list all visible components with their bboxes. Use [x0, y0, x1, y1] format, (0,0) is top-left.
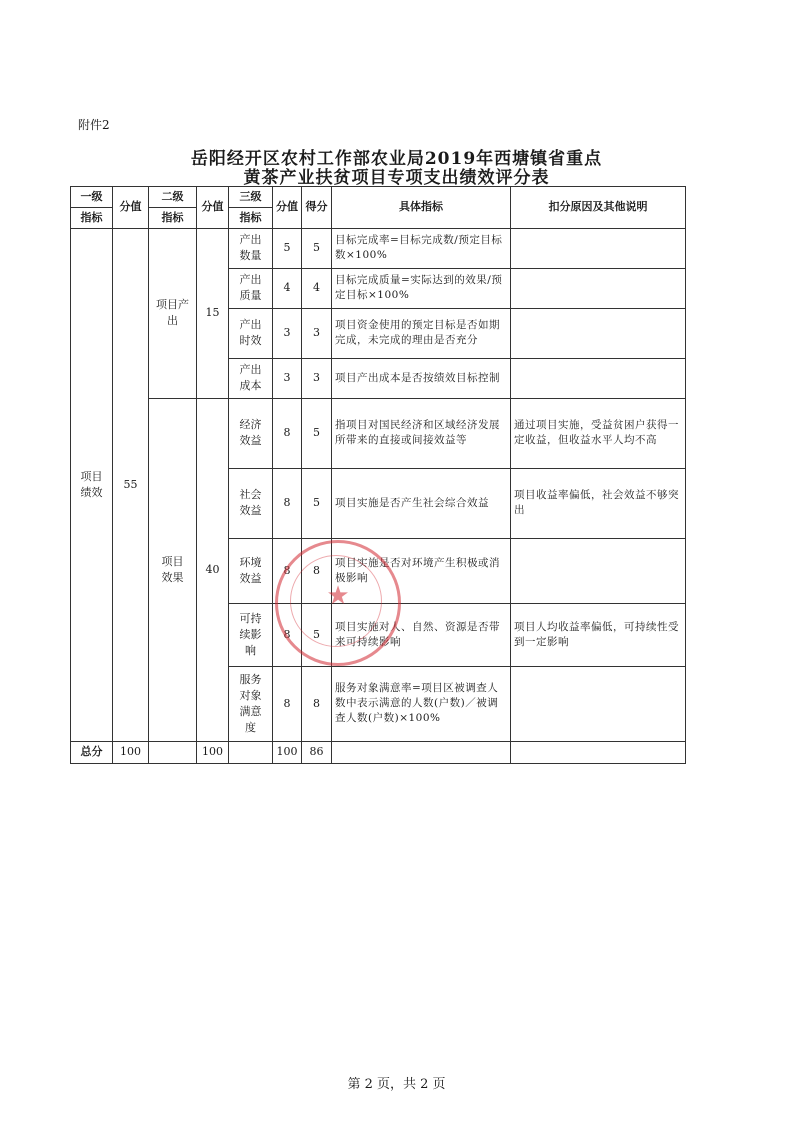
level3-score-cell: 3 — [273, 308, 302, 358]
total-label: 总分 — [71, 741, 113, 763]
earned-score-cell: 5 — [302, 603, 332, 666]
level3-score-cell: 8 — [273, 666, 302, 741]
level3-name-cell: 产出 时效 — [229, 308, 273, 358]
level3-score-cell: 8 — [273, 398, 302, 468]
seal-star-icon: ★ — [326, 581, 350, 611]
remark-cell — [511, 268, 686, 308]
header-level2-line1: 二级 — [149, 187, 197, 208]
header-row-1 — [71, 187, 686, 208]
header-level1-line1: 一级 — [71, 187, 113, 208]
header-indicator: 具体指标 — [332, 187, 511, 229]
total-score-3: 100 — [273, 741, 302, 763]
total-empty-cell — [149, 741, 197, 763]
table-row — [71, 398, 686, 468]
earned-score-cell: 8 — [302, 538, 332, 603]
earned-score-cell: 3 — [302, 308, 332, 358]
table-row — [71, 228, 686, 268]
total-earned: 86 — [302, 741, 332, 763]
level2-effect-name-cell: 项目 效果 — [149, 398, 197, 741]
header-score-2: 分值 — [197, 187, 229, 229]
level3-name-cell: 产出 质量 — [229, 268, 273, 308]
earned-score-cell: 4 — [302, 268, 332, 308]
indicator-desc-cell: 目标完成质量=实际达到的效果/预定目标×100% — [332, 268, 511, 308]
header-level3-line1: 三级 — [229, 187, 273, 208]
level3-name-cell: 产出 数量 — [229, 228, 273, 268]
earned-score-cell: 5 — [302, 468, 332, 538]
document-title-line1: 岳阳经开区农村工作部农业局2019年西塘镇省重点 — [190, 149, 603, 169]
indicator-desc-cell: 项目产出成本是否按绩效目标控制 — [332, 358, 511, 398]
level3-score-cell: 8 — [273, 538, 302, 603]
indicator-desc-cell: 项目资金使用的预定目标是否如期完成，未完成的理由是否充分 — [332, 308, 511, 358]
remark-cell — [511, 228, 686, 268]
header-level3-line2: 指标 — [229, 207, 273, 228]
performance-score-table — [70, 186, 686, 764]
header-level1-line2: 指标 — [71, 207, 113, 228]
level1-score-cell: 55 — [113, 228, 149, 741]
total-row — [71, 741, 686, 763]
total-empty-cell — [511, 741, 686, 763]
header-score-1: 分值 — [113, 187, 149, 229]
level3-score-cell: 4 — [273, 268, 302, 308]
remark-cell — [511, 538, 686, 603]
remark-cell: 项目人均收益率偏低，可持续性受到一定影响 — [511, 603, 686, 666]
earned-score-cell: 8 — [302, 666, 332, 741]
level1-name-cell: 项目 绩效 — [71, 228, 113, 741]
indicator-desc-cell: 服务对象满意率=项目区被调查人数中表示满意的人数(户数)／被调查人数(户数)×100% — [332, 666, 511, 741]
header-earned: 得分 — [302, 187, 332, 229]
level3-score-cell: 8 — [273, 468, 302, 538]
level2-output-score-cell: 15 — [197, 228, 229, 398]
earned-score-cell: 3 — [302, 358, 332, 398]
indicator-desc-cell: 项目实施是否对环境产生积极或消极影响 — [332, 538, 511, 603]
indicator-desc-cell: 项目实施对人、自然、资源是否带来可持续影响 — [332, 603, 511, 666]
level3-name-cell: 可持 续影 响 — [229, 603, 273, 666]
level2-effect-score-cell: 40 — [197, 398, 229, 741]
remark-cell: 项目收益率偏低，社会效益不够突出 — [511, 468, 686, 538]
level3-name-cell: 社会 效益 — [229, 468, 273, 538]
indicator-desc-cell: 指项目对国民经济和区域经济发展所带来的直接或间接效益等 — [332, 398, 511, 468]
header-level2-line2: 指标 — [149, 207, 197, 228]
level3-name-cell: 产出 成本 — [229, 358, 273, 398]
document-title-line2: 黄茶产业扶贫项目专项支出绩效评分表 — [243, 168, 550, 188]
level3-score-cell: 8 — [273, 603, 302, 666]
level3-name-cell: 经济 效益 — [229, 398, 273, 468]
total-score-2: 100 — [197, 741, 229, 763]
level3-name-cell: 服务 对象 满意 度 — [229, 666, 273, 741]
earned-score-cell: 5 — [302, 228, 332, 268]
remark-cell — [511, 358, 686, 398]
level2-output-name-cell: 项目产 出 — [149, 228, 197, 398]
remark-cell — [511, 308, 686, 358]
header-remarks: 扣分原因及其他说明 — [511, 187, 686, 229]
header-score-3: 分值 — [273, 187, 302, 229]
level3-score-cell: 5 — [273, 228, 302, 268]
level3-score-cell: 3 — [273, 358, 302, 398]
remark-cell: 通过项目实施，受益贫困户获得一定收益，但收益水平人均不高 — [511, 398, 686, 468]
total-empty-cell — [332, 741, 511, 763]
page-number: 第 2 页，共 2 页 — [347, 1077, 446, 1092]
indicator-desc-cell: 目标完成率=目标完成数/预定目标数×100% — [332, 228, 511, 268]
attachment-label: 附件2 — [78, 118, 110, 132]
indicator-desc-cell: 项目实施是否产生社会综合效益 — [332, 468, 511, 538]
level3-name-cell: 环境 效益 — [229, 538, 273, 603]
remark-cell — [511, 666, 686, 741]
total-empty-cell — [229, 741, 273, 763]
earned-score-cell: 5 — [302, 398, 332, 468]
total-score-1: 100 — [113, 741, 149, 763]
